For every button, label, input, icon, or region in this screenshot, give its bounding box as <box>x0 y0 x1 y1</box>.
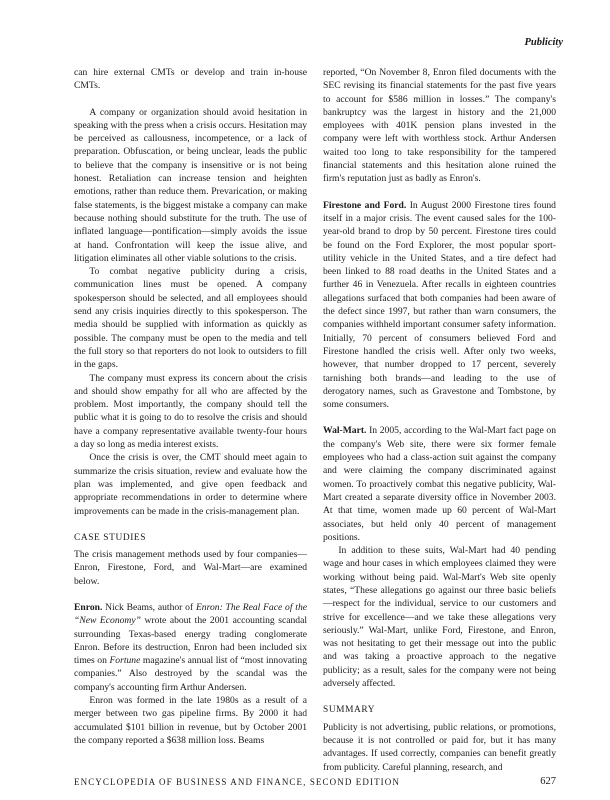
paragraph: Publicity is not advertising, public relations, or promotions, because it is not controlled or paid for, but it has many advantages. If used correctly, companies can benefit greatly from publicity. Careful planning, research, and <box>323 721 556 773</box>
paragraph: can hire external CMTs or develop and train in-house CMTs. <box>74 67 307 92</box>
text-span: Nick Beams, author of <box>102 601 196 613</box>
run-in-heading-walmart: Wal-Mart. <box>323 425 367 437</box>
publication-title: ENCYCLOPEDIA OF BUSINESS AND FINANCE, SECOND EDITION <box>74 777 400 787</box>
paragraph: The company must express its concern about the crisis and should show empathy for all who are affected by the problem. Most importantly, the company should tell the public what it is going to do to resolve the crisis and should have a company representative available twenty-four hours a day so long as media interest exists. <box>74 372 307 451</box>
paragraph: reported, “On November 8, Enron filed documents with the SEC revising its financial statements for the past five years to account for $586 million in losses.” The company's bankruptcy was the largest in history and the 21,000 employees with 401K pension plans invested in the company were left with worthless stock. Arthur Andersen waited too long to take responsibility for the tampered financial statements and this hesitation alone ruined the firm's reputation just as badly as Enron's. <box>323 67 556 185</box>
paragraph: Enron was formed in the late 1980s as a result of a merger between two gas pipeline firms. By 2000 it had accumulated $101 billion in revenue, but by October 2001 the company reported a $638 million loss. Beams <box>74 695 307 746</box>
paragraph: Once the crisis is over, the CMT should meet again to summarize the crisis situation, review and evaluate how the plan was implemented, and give open feedback and appropriate recommendations in order to determine where improvements can be made in the crisis-management plan. <box>74 452 307 517</box>
paragraph-firestone-ford <box>323 199 556 412</box>
paragraph: The crisis management methods used by four companies—Enron, Firestone, Ford, and Wal-Mart—are examined below. <box>74 549 307 587</box>
text-span: magazine's annual list of “most innovating companies.” Also destroyed by the scandal was the company's accounting firm Arthur Andersen. <box>74 655 307 693</box>
section-heading-summary: SUMMARY <box>323 705 376 716</box>
book-title: Enron: The Real Face of the “New Economy” <box>74 601 307 627</box>
paragraph: In addition to these suits, Wal-Mart had 40 pending wage and hour cases in which employees claimed they were working without being paid. Wal-Mart's Web site openly states, “These allegations go against our three basic beliefs—respect for the individual, service to our customers and strive for excellence—and we take these allegations very seriously.” Wal-Mart, unlike Ford, Firestone, and Enron, was not hesitating to get their message out into the public and was taking a proactive approach to the negative publicity; as a result, sales for the company were not being adversely affected. <box>323 545 556 690</box>
right-column <box>323 66 556 774</box>
text-span: In August 2000 Firestone tires found itself in a major crisis. The event caused sales for the 100-year-old brand to drop by 50 percent. Firestone tires could be found on the Ford Explorer, the most popular sport-utility vehicle in the United States, and a tire defect had been linked to 88 road deaths in the United States and a further 46 in Venezuela. After recalls in eighteen countries allegations surfaced that both companies had been aware of the defect since 1997, but rather than warn consumers, the companies withheld important consumer safety information. Initially, 70 percent of consumers believed Ford and Firestone handled the crisis well. After only two weeks, however, that number dropped to 17 percent, severely tarnishing both brands—and leading to the use of derogatory names, such as Gravestone and Tombstone, by some consumers. <box>323 199 556 411</box>
magazine-title: Fortune <box>109 655 141 667</box>
paragraph: To combat negative publicity during a crisis, communication lines must be opened. A company spokesperson should be selected, and all employees should send any crisis inquiries directly to this spokesperson. The media should be supplied with information as quickly as possible. The company must be open to the media and tell the full story so that reporters do not look to outsiders to fill in the gaps. <box>74 266 307 371</box>
run-in-heading-firestone-ford: Firestone and Ford. <box>323 199 407 211</box>
running-head: Publicity <box>524 37 563 48</box>
page-number: 627 <box>540 776 556 787</box>
paragraph: A company or organization should avoid hesitation in speaking with the press when a crisis occurs. Hesitation may be perceived as callousness, incompetence, or a lack of preparation. Obfuscation, or being unclear, leads the public to believe that the company is insensitive or is not being honest. Retaliation can increase tension and heighten emotions, rather than reduce them. Prevarication, or making false statements, is the biggest mistake a company can make because nothing should substitute for the truth. The use of inflated language—pontification—simply avoids the issue at hand. Confrontation will keep the issue alive, and litigation eliminates all other viable solutions to the crisis. <box>74 106 307 264</box>
paragraph-walmart <box>323 424 556 544</box>
run-in-heading-enron: Enron. <box>74 601 103 613</box>
text-span: wrote about the 2001 accounting scandal surrounding Texas-based energy trading conglomerate Enron. Before its destruction, Enron had been included six times on <box>74 615 307 667</box>
left-column <box>74 66 307 747</box>
text-span: In 2005, according to the Wal-Mart fact page on the company's Web site, there were six former female employees who had a class-action suit against the company and were claiming the company discriminated against women. To proactively combat this negative publicity, Wal-Mart created a separate diversity office in November 2003. At that time, women made up 60 percent of Wal-Mart associates, but held only 40 percent of management positions. <box>323 425 556 543</box>
paragraph-enron <box>74 601 307 694</box>
section-heading-case-studies: CASE STUDIES <box>74 532 147 543</box>
